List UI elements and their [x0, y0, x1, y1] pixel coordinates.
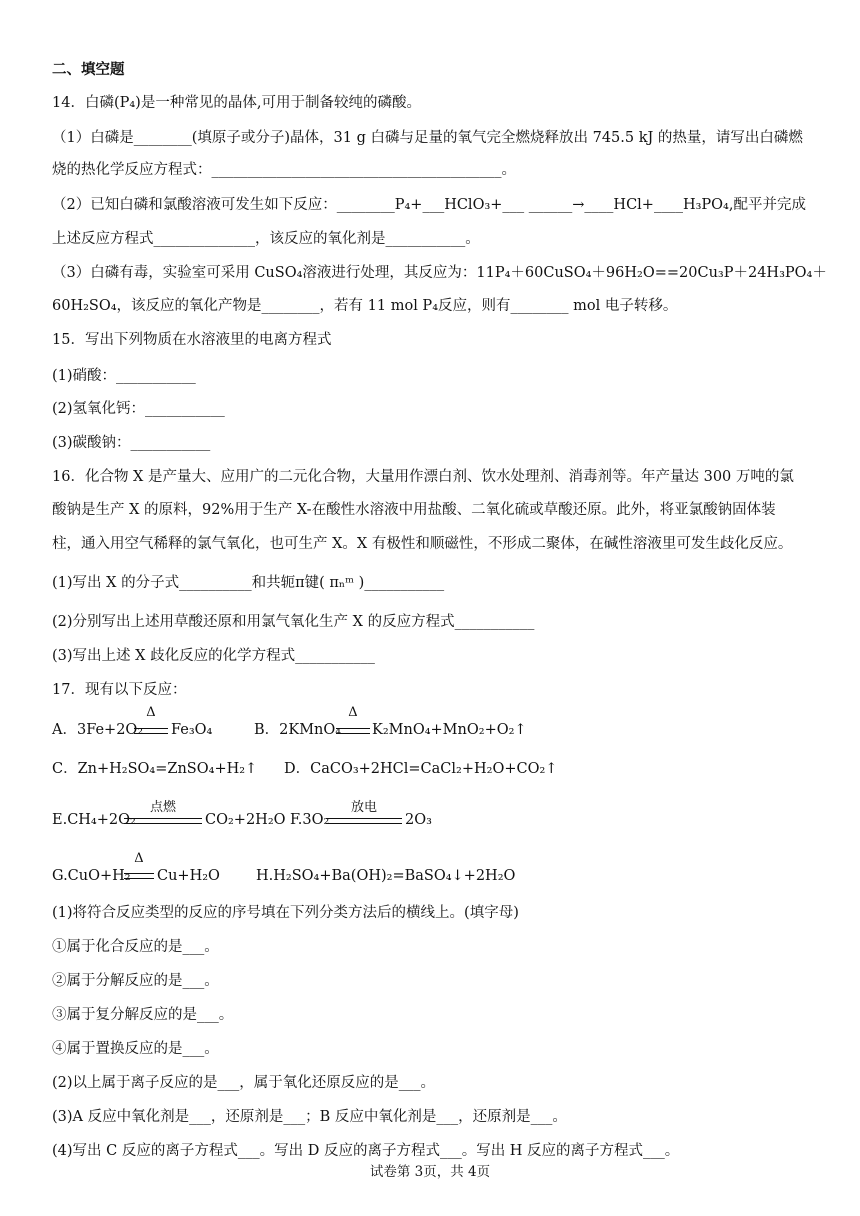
reaction-g-reactants: G.CuO+H₂	[52, 868, 131, 884]
q16-line3: 柱，通入用空气稀释的氯气氧化，也可生产 X。X 有极性和顺磁性，不形成二聚体，在碱性溶液里可发生歧化反应。	[52, 536, 793, 552]
q16-line2: 酸钠是生产 X 的原料，92%用于生产 X-在酸性水溶液中用盐酸、二氧化硫或草酸还原。此外，将亚氯酸钠固体装	[52, 502, 776, 518]
q16-sub1: (1)写出 X 的分子式__________和共轭π键( πₙᵐ )___________	[52, 575, 445, 591]
reaction-c: C．Zn+H₂SO₄=ZnSO₄+H₂↑	[52, 761, 258, 777]
reaction-f-reactants: F.3O₂	[290, 812, 330, 828]
q14-part3-line2: 60H₂SO₄，该反应的氧化产物是________，若有 11 mol P₄反应，则有________ mol 电子转移。	[52, 298, 678, 314]
reaction-a-equals-sign	[134, 728, 168, 734]
q17-classify-3: ③属于复分解反应的是___。	[52, 1007, 234, 1023]
reaction-a-condition: Δ	[146, 705, 156, 720]
reaction-f-products: 2O₃	[405, 812, 432, 828]
reaction-e-reactants: E.CH₄+2O₂	[52, 812, 136, 828]
reaction-d: D．CaCO₃+2HCl=CaCl₂+H₂O+CO₂↑	[284, 761, 558, 777]
reaction-e-products: CO₂+2H₂O	[205, 812, 286, 828]
q16-line1: 16．化合物 X 是产量大、应用广的二元化合物，大量用作漂白剂、饮水处理剂、消毒剂等。年产量达 300 万吨的氯	[52, 469, 794, 485]
q16-sub2: (2)分别写出上述用草酸还原和用氯气氧化生产 X 的反应方程式___________	[52, 614, 535, 630]
page-footer: 试卷第 3页，共 4页	[369, 1164, 491, 1180]
reaction-b-condition: Δ	[348, 705, 358, 720]
section-title: 二、填空题	[52, 62, 125, 78]
q14-part3-line1: （3）白磷有毒，实验室可采用 CuSO₄溶液进行处理，其反应为：11P₄＋60CuSO₄＋96H₂O==20Cu₃P＋24H₃PO₄＋	[52, 265, 827, 281]
q16-sub3: (3)写出上述 X 歧化反应的化学方程式___________	[52, 648, 375, 664]
q17-sub3: (3)A 反应中氧化剂是___，还原剂是___；B 反应中氧化剂是___，还原剂是___。	[52, 1109, 567, 1125]
reaction-e-equals-sign	[124, 818, 202, 824]
reaction-b-equals-sign	[336, 728, 370, 734]
reaction-b-products: K₂MnO₄+MnO₂+O₂↑	[372, 722, 527, 738]
q14-part2-line1: （2）已知白磷和氯酸溶液可发生如下反应：________P₄+___HClO₃+___ ______→____HCl+____H₃PO₄,配平并完成	[52, 197, 806, 213]
reaction-a-reactants: A．3Fe+2O₂	[52, 722, 144, 738]
q17-classify-4: ④属于置换反应的是___。	[52, 1041, 219, 1057]
reaction-g-products: Cu+H₂O	[157, 868, 220, 884]
q15-item1: (1)硝酸：___________	[52, 368, 196, 384]
reaction-a-products: Fe₃O₄	[171, 722, 213, 738]
q17-sub4: (4)写出 C 反应的离子方程式___。写出 D 反应的离子方程式___。写出 H 反应的离子方程式___。	[52, 1143, 680, 1159]
reaction-b-reactants: B．2KMnO₄	[254, 722, 342, 738]
reaction-g-equals-sign	[124, 873, 154, 879]
reaction-g-condition: Δ	[134, 851, 144, 866]
reaction-h: H.H₂SO₄+Ba(OH)₂=BaSO₄↓+2H₂O	[256, 868, 516, 884]
q15-item2: (2)氢氧化钙：___________	[52, 401, 225, 417]
q17-sub1: (1)将符合反应类型的反应的序号填在下列分类方法后的横线上。(填字母)	[52, 905, 519, 921]
q17-stem: 17．现有以下反应：	[52, 682, 187, 698]
q15-stem: 15．写出下列物质在水溶液里的电离方程式	[52, 332, 332, 348]
q14-part1-line2: 烧的热化学反应方程式：________________________________________。	[52, 162, 516, 178]
q14-part1-line1: （1）白磷是________(填原子或分子)晶体，31 g 白磷与足量的氧气完全燃烧释放出 745.5 kJ 的热量，请写出白磷燃	[52, 130, 803, 146]
q17-sub2: (2)以上属于离子反应的是___，属于氧化还原反应的是___。	[52, 1075, 436, 1091]
q17-classify-1: ①属于化合反应的是___。	[52, 939, 219, 955]
reaction-f-condition: 放电	[350, 800, 377, 815]
q17-classify-2: ②属于分解反应的是___。	[52, 973, 219, 989]
q14-part2-line2: 上述反应方程式______________，该反应的氧化剂是___________。	[52, 231, 480, 247]
reaction-f-equals-sign	[326, 818, 402, 824]
reaction-e-condition: 点燃	[149, 800, 176, 815]
q14-stem: 14．白磷(P₄)是一种常见的晶体,可用于制备较纯的磷酸。	[52, 95, 421, 111]
q15-item3: (3)碳酸钠：___________	[52, 435, 211, 451]
